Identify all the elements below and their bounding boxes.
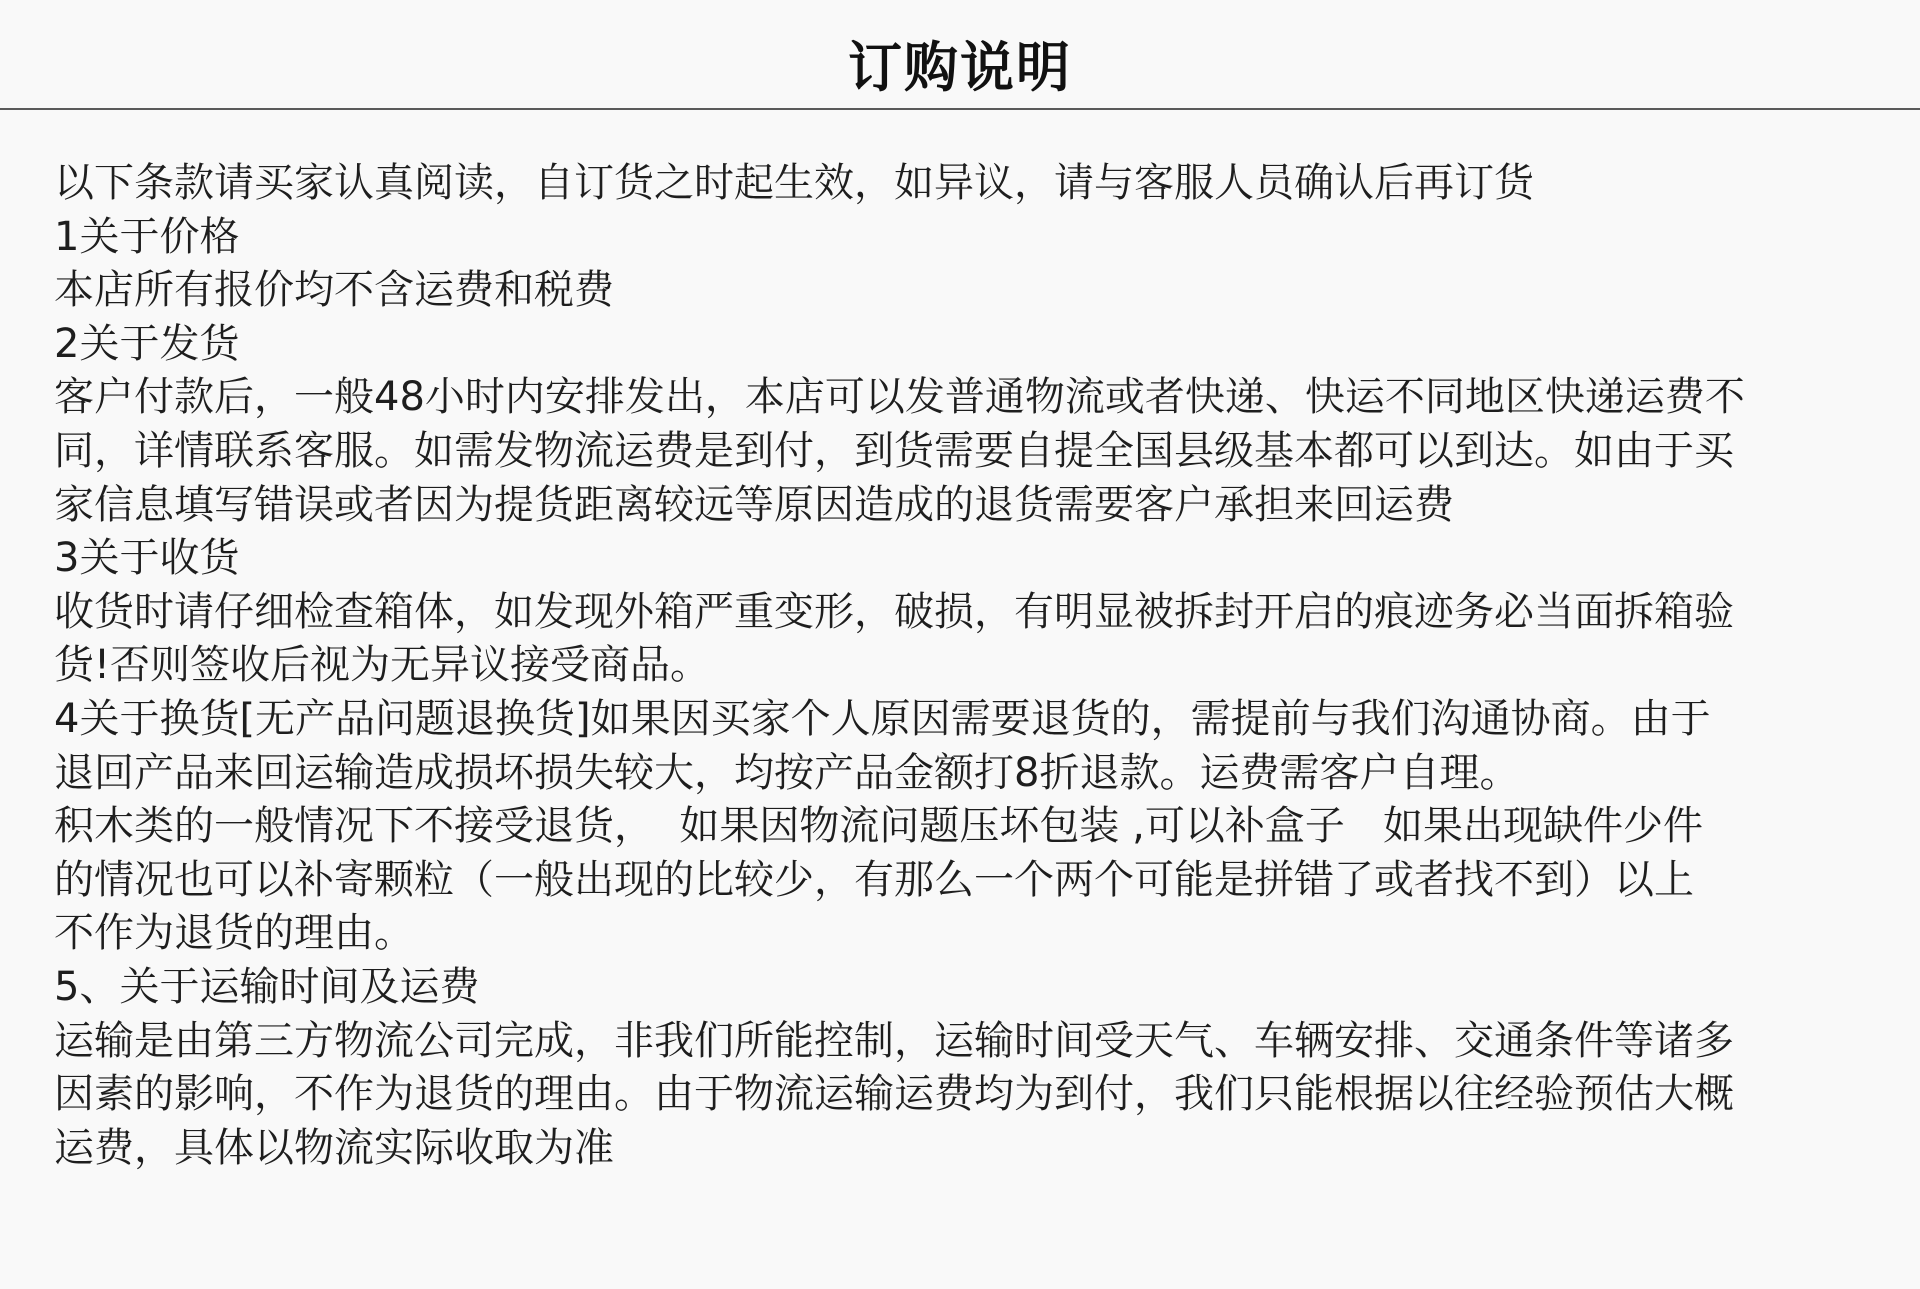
exchange-text-line: 4关于换货[无产品问题退换货]如果因买家个人原因需要退货的，需提前与我们沟通协商。由于 bbox=[54, 695, 1711, 742]
shipping-text-line: 家信息填写错误或者因为提货距离较远等原因造成的退货需要客户承担来回运费 bbox=[54, 481, 1454, 528]
blocks-text-line: 的情况也可以补寄颗粒（一般出现的比较少，有那么一个两个可能是拼错了或者找不到）以上 bbox=[54, 856, 1694, 903]
blocks-text-line: 积木类的一般情况下不接受退货， 如果因物流问题压坏包装 ,可以补盒子 如果出现缺件少件 bbox=[54, 803, 1704, 850]
receiving-text-line: 货!否则签收后视为无异议接受商品。 bbox=[54, 642, 711, 689]
intro-line: 以下条款请买家认真阅读，自订货之时起生效，如异议，请与客服人员确认后再订货 bbox=[54, 160, 1534, 206]
shipping-text-line: 客户付款后，一般48小时内安排发出，本店可以发普通物流或者快递、快运不同地区快递运费不 bbox=[54, 374, 1745, 421]
receiving-text-line: 收货时请仔细检查箱体，如发现外箱严重变形，破损，有明显被拆封开启的痕迹务必当面拆箱验 bbox=[54, 588, 1734, 635]
transport-text-line: 运费，具体以物流实际收取为准 bbox=[54, 1124, 614, 1171]
order-terms-body bbox=[54, 157, 1884, 1175]
price-text: 本店所有报价均不含运费和税费 bbox=[54, 267, 614, 314]
transport-text-line: 因素的影响，不作为退货的理由。由于物流运输运费均为到付，我们只能根据以往经验预估大概 bbox=[54, 1071, 1734, 1118]
page-title: 订购说明 bbox=[848, 36, 1072, 99]
section-heading-receiving: 3关于收货 bbox=[54, 535, 240, 582]
header bbox=[0, 0, 1920, 110]
section-heading-price: 1关于价格 bbox=[54, 213, 240, 260]
section-heading-transport: 5、关于运输时间及运费 bbox=[54, 963, 480, 1010]
transport-text-line: 运输是由第三方物流公司完成，非我们所能控制，运输时间受天气、车辆安排、交通条件等诸多 bbox=[54, 1017, 1734, 1064]
section-heading-shipping: 2关于发货 bbox=[54, 320, 240, 367]
exchange-text-line: 退回产品来回运输造成损坏损失较大，均按产品金额打8折退款。运费需客户自理。 bbox=[54, 749, 1520, 796]
shipping-text-line: 同，详情联系客服。如需发物流运费是到付，到货需要自提全国县级基本都可以到达。如由于买 bbox=[54, 427, 1734, 474]
blocks-text-line: 不作为退货的理由。 bbox=[54, 910, 414, 957]
